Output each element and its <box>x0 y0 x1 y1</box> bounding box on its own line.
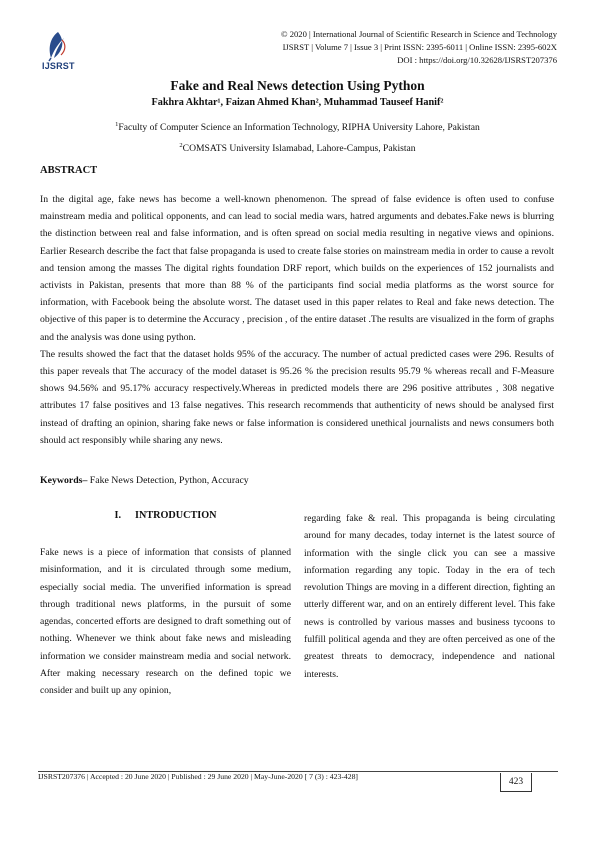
header-line-copyright: © 2020 | International Journal of Scientific Research in Science and Technology <box>281 29 557 39</box>
affiliation-2 <box>0 142 595 154</box>
affiliation-1-sup: 1 <box>115 121 119 128</box>
abstract-body <box>40 191 554 449</box>
abstract-paragraph-1: In the digital age, fake news has become a well-known phenomenon. The spread of false evidence is often used to confuse mainstream media and political opponents, and can lead to social media wars, hatred arguments and debates.Fake news is blurring the distinction between real and false information, and is often spread on social media resulting in negative views and opinions. Earlier Research describe the fact that false propaganda is used to create false stories on mainstream media in order to cause a revolt and tension among the masses The digital rights foundation DRF report, which builds on the experiences of 152 journalists and activists in Pakistan, presents that more than 88 % of the participants find social media platforms as the worst source for information, with Facebook being the absolute worst. The dataset used in this paper relates to Real and fake news detection. The objective of this paper is to determine the Accuracy , precision , of the entire dataset .The results are visualized in the form of graphs and the analysis was done using python. <box>40 194 554 343</box>
affiliation-2-sup: 2 <box>179 142 183 149</box>
affiliation-1 <box>0 121 595 133</box>
section-number: I. <box>114 510 121 521</box>
header-line-doi: DOI : https://doi.org/10.32628/IJSRST207376 <box>397 55 557 65</box>
header-line-issn: IJSRST | Volume 7 | Issue 3 | Print ISSN: 2395-6011 | Online ISSN: 2395-602X <box>282 42 557 52</box>
journal-logo <box>38 30 98 75</box>
intro-right-column: regarding fake & real. This propaganda is being circulating around for many decades, today internet is the latest source of information with the single click you can see a massive information regarding any topic. Today in the era of tech revolution Things are moving in a different direction, fighting an utterly different war, and on an entirely different level. This fake news is controlled by various masses and business tycoons to fulfill political agenda and they are often perceived as one of the greatest threats to democracy, independence and national interests. <box>304 513 555 680</box>
logo-text: IJSRST <box>42 61 75 71</box>
affiliation-2-text: COMSATS University Islamabad, Lahore-Campus, Pakistan <box>182 143 416 155</box>
feather-logo-icon <box>42 30 72 62</box>
paper-title: Fake and Real News detection Using Python <box>170 78 425 93</box>
footer-citation: IJSRST207376 | Accepted : 20 June 2020 | Published : 29 June 2020 | May-June-2020 [ 7 (3) : 423-428] <box>38 772 358 781</box>
journal-header <box>157 28 557 67</box>
intro-left-column: Fake news is a piece of information that consists of planned misinformation, and it is circulated through some medium, especially social media. The unverified information is spread through traditional news platforms, in the pursuit of some agendas, concerted efforts are designed to draft something out of nothing. Whenever we think about fake news and misleading information we consider mainstream media and social network. After making necessary research on the defined topic we consider and built up any opinion, <box>40 547 291 697</box>
keywords <box>40 475 249 486</box>
affiliation-1-text: Faculty of Computer Science an Information Technology, RIPHA University Lahore, Pakistan <box>118 122 480 134</box>
section-title: INTRODUCTION <box>135 510 217 521</box>
abstract-paragraph-2: The results showed the fact that the dataset holds 95% of the accuracy. The number of actual predicted cases were 296. Results of this paper reveals that The accuracy of the model dataset is 95.26 % the precision results 95.79 % whereas recall and F-Measure shows 94.56% and 95.17% accuracy respectively.Whereas in predicted models there are 296 positive attributes , 308 negative attributes 17 false positives and 13 false negatives. This research recommends that authenticity of news should be analysed first instead of drafting an opinion, sharing fake news or false information is considered unethical journalists and news consumers both should act responsibly while sharing any news. <box>40 348 554 446</box>
keywords-label: Keywords– <box>40 475 88 486</box>
section-heading-introduction <box>40 510 291 521</box>
keywords-text: Fake News Detection, Python, Accuracy <box>87 475 249 486</box>
paper-authors: Fakhra Akhtar¹, Faizan Ahmed Khan², Muhammad Tauseef Hanif² <box>151 97 444 108</box>
page-number: 423 <box>500 773 532 792</box>
abstract-heading: ABSTRACT <box>40 165 98 176</box>
